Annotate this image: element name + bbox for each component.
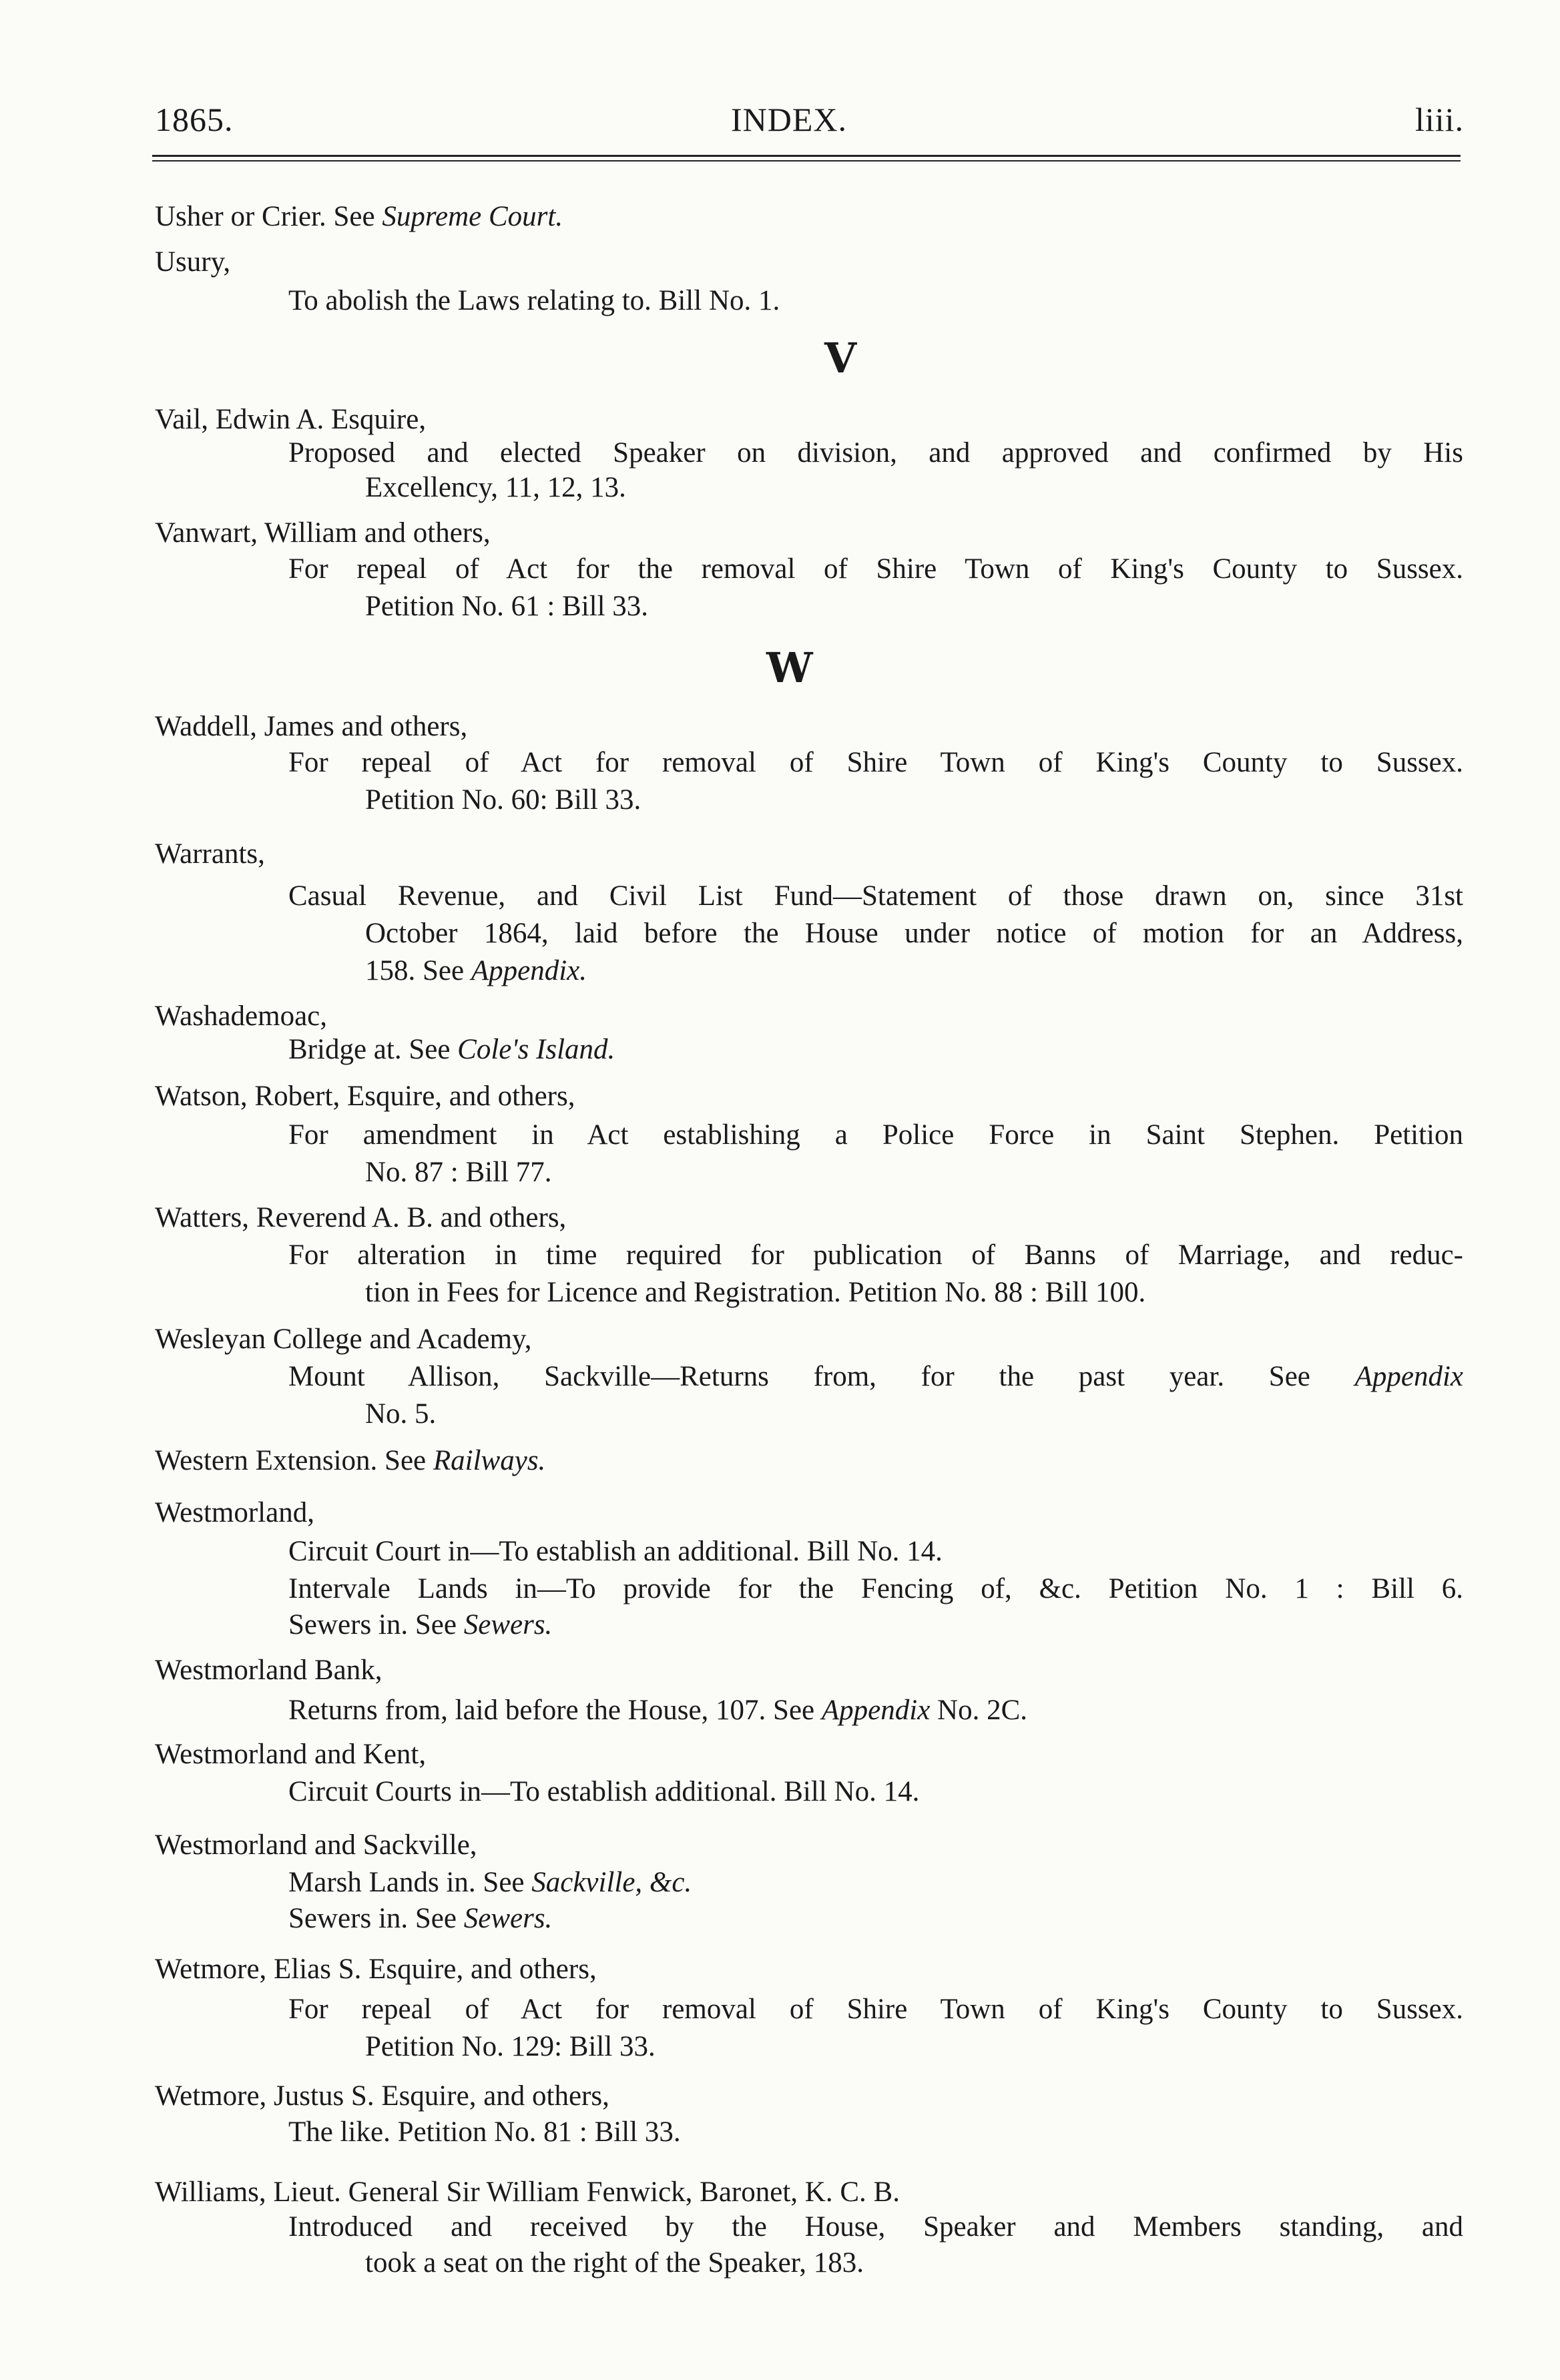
entry-subline: 158. See Appendix.: [365, 955, 587, 986]
entry-subline: Petition No. 129: Bill 33.: [365, 2031, 656, 2062]
section-letter-v: V: [824, 334, 857, 382]
header-rule-lower: [152, 160, 1461, 162]
header-page-number: liii.: [1415, 101, 1465, 138]
entry-head: Westmorland,: [155, 1497, 314, 1528]
entry-subline: Proposed and elected Speaker on division, and approved and confirmed by His: [288, 437, 1463, 469]
entry-subline: Marsh Lands in. See Sackville, &c.: [288, 1867, 692, 1898]
entry-head: Watson, Robert, Esquire, and others,: [155, 1081, 575, 1112]
entry-head: Waddell, James and others,: [155, 711, 468, 742]
entry-head: Warrants,: [155, 838, 265, 870]
entry-head: Watters, Reverend A. B. and others,: [155, 1202, 567, 1233]
entry-subline: Bridge at. See Cole's Island.: [288, 1034, 615, 1065]
entry-head: Westmorland and Kent,: [155, 1739, 427, 1770]
entry-head: Usher or Crier. See Supreme Court.: [155, 201, 563, 232]
entry-subline: No. 5.: [365, 1398, 437, 1430]
entry-head: Westmorland and Sackville,: [155, 1829, 477, 1861]
entry-subline: For repeal of Act for the removal of Shire Town of King's County to Sussex.: [288, 553, 1463, 585]
header-year: 1865.: [155, 101, 234, 138]
entry-subline: No. 87 : Bill 77.: [365, 1157, 552, 1188]
entry-subline: Mount Allison, Sackville—Returns from, for the past year. See Appendix: [288, 1361, 1463, 1392]
entry-subline: For repeal of Act for removal of Shire Town of King's County to Sussex.: [288, 1994, 1463, 2025]
entry-head: Wetmore, Elias S. Esquire, and others,: [155, 1954, 597, 1985]
header-rule: [152, 155, 1461, 157]
entry-head: Washademoac,: [155, 1000, 327, 1032]
entry-subline: For repeal of Act for removal of Shire Town of King's County to Sussex.: [288, 747, 1463, 778]
entry-head: Vail, Edwin A. Esquire,: [155, 404, 427, 435]
entry-head: Wetmore, Justus S. Esquire, and others,: [155, 2080, 609, 2112]
header-title: INDEX.: [731, 101, 848, 138]
entry-subline: Introduced and received by the House, Speaker and Members standing, and: [288, 2211, 1463, 2243]
entry-subline: Circuit Court in—To establish an additional. Bill No. 14.: [288, 1536, 943, 1567]
entry-subline: tion in Fees for Licence and Registration. Petition No. 88 : Bill 100.: [365, 1277, 1146, 1308]
entry-subline: Petition No. 60: Bill 33.: [365, 784, 641, 816]
entry-subline: For alteration in time required for publication of Banns of Marriage, and reduc-: [288, 1239, 1463, 1271]
entry-subline: Casual Revenue, and Civil List Fund—Statement of those drawn on, since 31st: [288, 880, 1463, 912]
entry-subline: Excellency, 11, 12, 13.: [365, 472, 626, 503]
entry-head: Westmorland Bank,: [155, 1655, 382, 1686]
entry-subline: To abolish the Laws relating to. Bill No. 1.: [288, 285, 780, 316]
entry-subline: The like. Petition No. 81 : Bill 33.: [288, 2116, 681, 2148]
entry-subline: Circuit Courts in—To establish additional. Bill No. 14.: [288, 1776, 920, 1807]
entry-subline: Petition No. 61 : Bill 33.: [365, 591, 649, 622]
entry-head: Vanwart, William and others,: [155, 517, 491, 549]
entry-head: Wesleyan College and Academy,: [155, 1323, 532, 1355]
entry-head: Western Extension. See Railways.: [155, 1445, 546, 1476]
entry-subline: Returns from, laid before the House, 107. See Appendix No. 2C.: [288, 1695, 1028, 1726]
entry-subline: Sewers in. See Sewers.: [288, 1609, 553, 1641]
entry-head: Usury,: [155, 246, 231, 278]
entry-subline: For amendment in Act establishing a Police Force in Saint Stephen. Petition: [288, 1119, 1463, 1151]
section-letter-w: W: [766, 643, 813, 692]
entry-subline: Intervale Lands in—To provide for the Fencing of, &c. Petition No. 1 : Bill 6.: [288, 1573, 1463, 1604]
entry-subline: October 1864, laid before the House under notice of motion for an Address,: [365, 918, 1463, 949]
entry-subline: Sewers in. See Sewers.: [288, 1903, 553, 1934]
entry-subline: took a seat on the right of the Speaker, 183.: [365, 2247, 864, 2279]
entry-head: Williams, Lieut. General Sir William Fenwick, Baronet, K. C. B.: [155, 2176, 900, 2208]
